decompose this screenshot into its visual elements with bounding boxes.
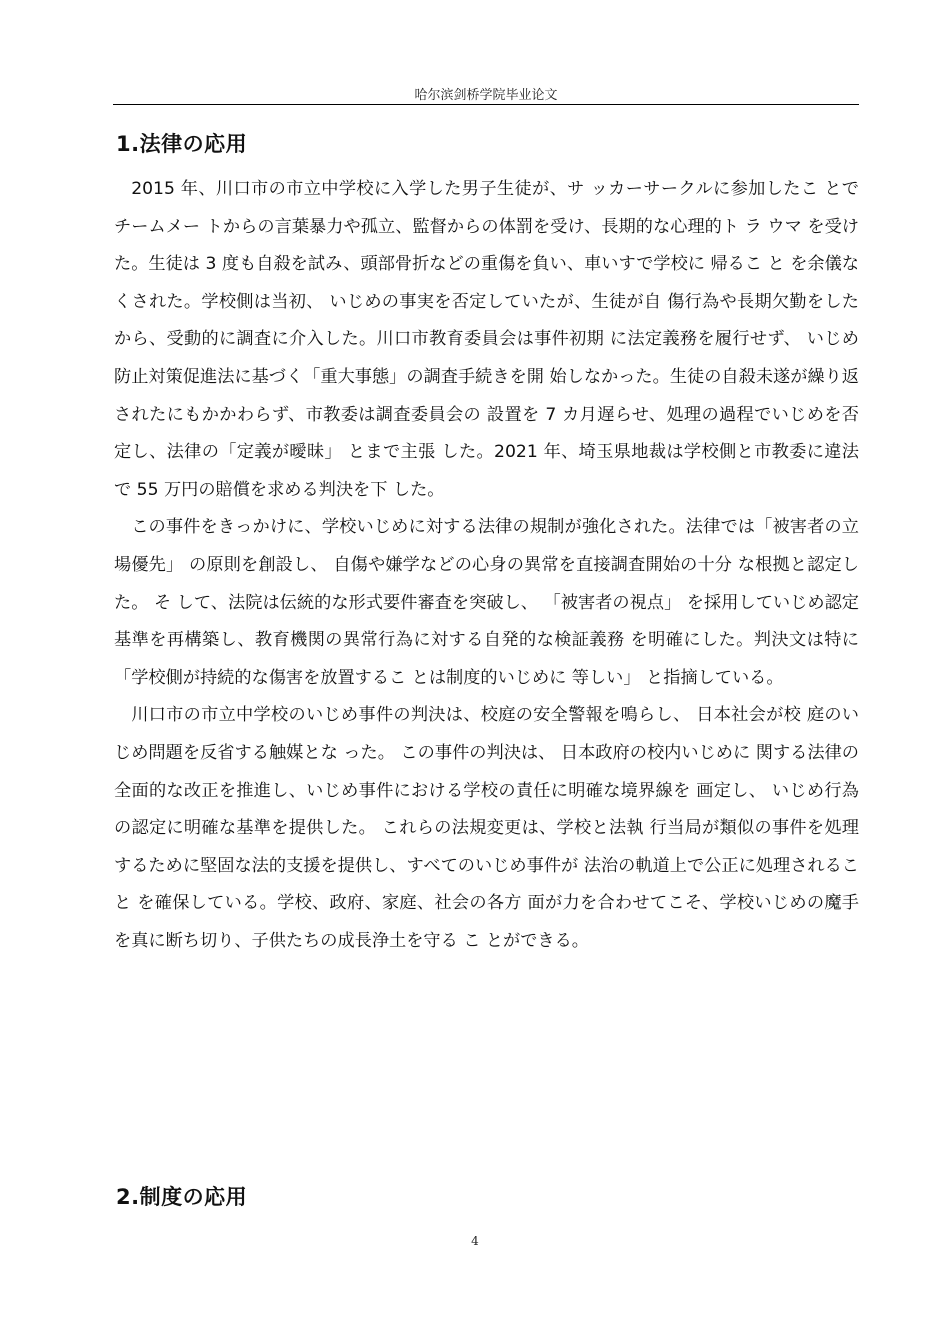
page-header: 哈尔滨剑桥学院毕业论文 <box>414 88 558 103</box>
paragraph-2: この事件をきっかけに、学校いじめに対する法律の規制が強化された。法律では「被害者の立場優先」 の原則を創設し、 自傷や嫌学などの心身の異常を直接調査開始の十分 な根拠と認定した。 そ して、法院は伝統的な形式要件審査を突破し、 「被害者の視点」 を採用していじめ認定基準を再構築し、教育機関の異常行為に対する自発的な検証義務 を明確にした。判決文は特に「学校側が持続的な傷害を放置するこ とは制度的いじめに 等しい」 と指摘している。 <box>114 517 859 688</box>
section-heading-2: 2.制度の応用 <box>116 1185 248 1209</box>
page-number: 4 <box>471 1234 479 1248</box>
paragraph-1: 2015 年、川口市の市立中学校に入学した男子生徒が、サ ッカーサークルに参加したこ とでチームメー トからの言葉暴力や孤立、監督からの体罰を受け、長期的な心理的ト ラ ウマ を受けた。生徒は 3 度も自殺を試み、頭部骨折などの重傷を負い、車いすで学校に 帰るこ と を余儀なくされた。学校側は当初、 いじめの事実を否定していたが、生徒が自 傷行為や長期欠勤をしたから、受動的に調査に介入した。川口市教育委員会は事件初期 に法定義務を履行せず、 いじめ防止対策促進法に基づく「重大事態」の調査手続きを開 始しなかった。生徒の自殺未遂が繰り返されたにもかかわらず、市教委は調査委員会の 設置を 7 カ月遅らせ、処理の過程でいじめを否定し、法律の「定義が曖昧」 とまで主張 した。2021 年、埼玉県地裁は学校側と市教委に違法で 55 万円の賠償を求める判決を下 した。 <box>114 179 859 500</box>
section-heading-1: 1.法律の応用 <box>116 132 248 156</box>
header-divider <box>113 104 859 105</box>
body-text <box>114 171 859 960</box>
paragraph-3: 川口市の市立中学校のいじめ事件の判決は、校庭の安全警報を鳴らし、 日本社会が校 庭のいじめ問題を反省する触媒とな った。 この事件の判決は、 日本政府の校内いじめに 関する法律の全面的な改正を推進し、いじめ事件における学校の責任に明確な境界線を 画定し、 いじめ行為の認定に明確な基準を提供した。 これらの法規変更は、学校と法執 行当局が類似の事件を処理するために堅固な法的支援を提供し、すべてのいじめ事件が 法治の軌道上で公正に処理されるこ と を確保している。学校、政府、家庭、社会の各方 面が力を合わせてこそ、学校いじめの魔手を真に断ち切り、子供たちの成長浄土を守る こ とができる。 <box>114 705 859 951</box>
